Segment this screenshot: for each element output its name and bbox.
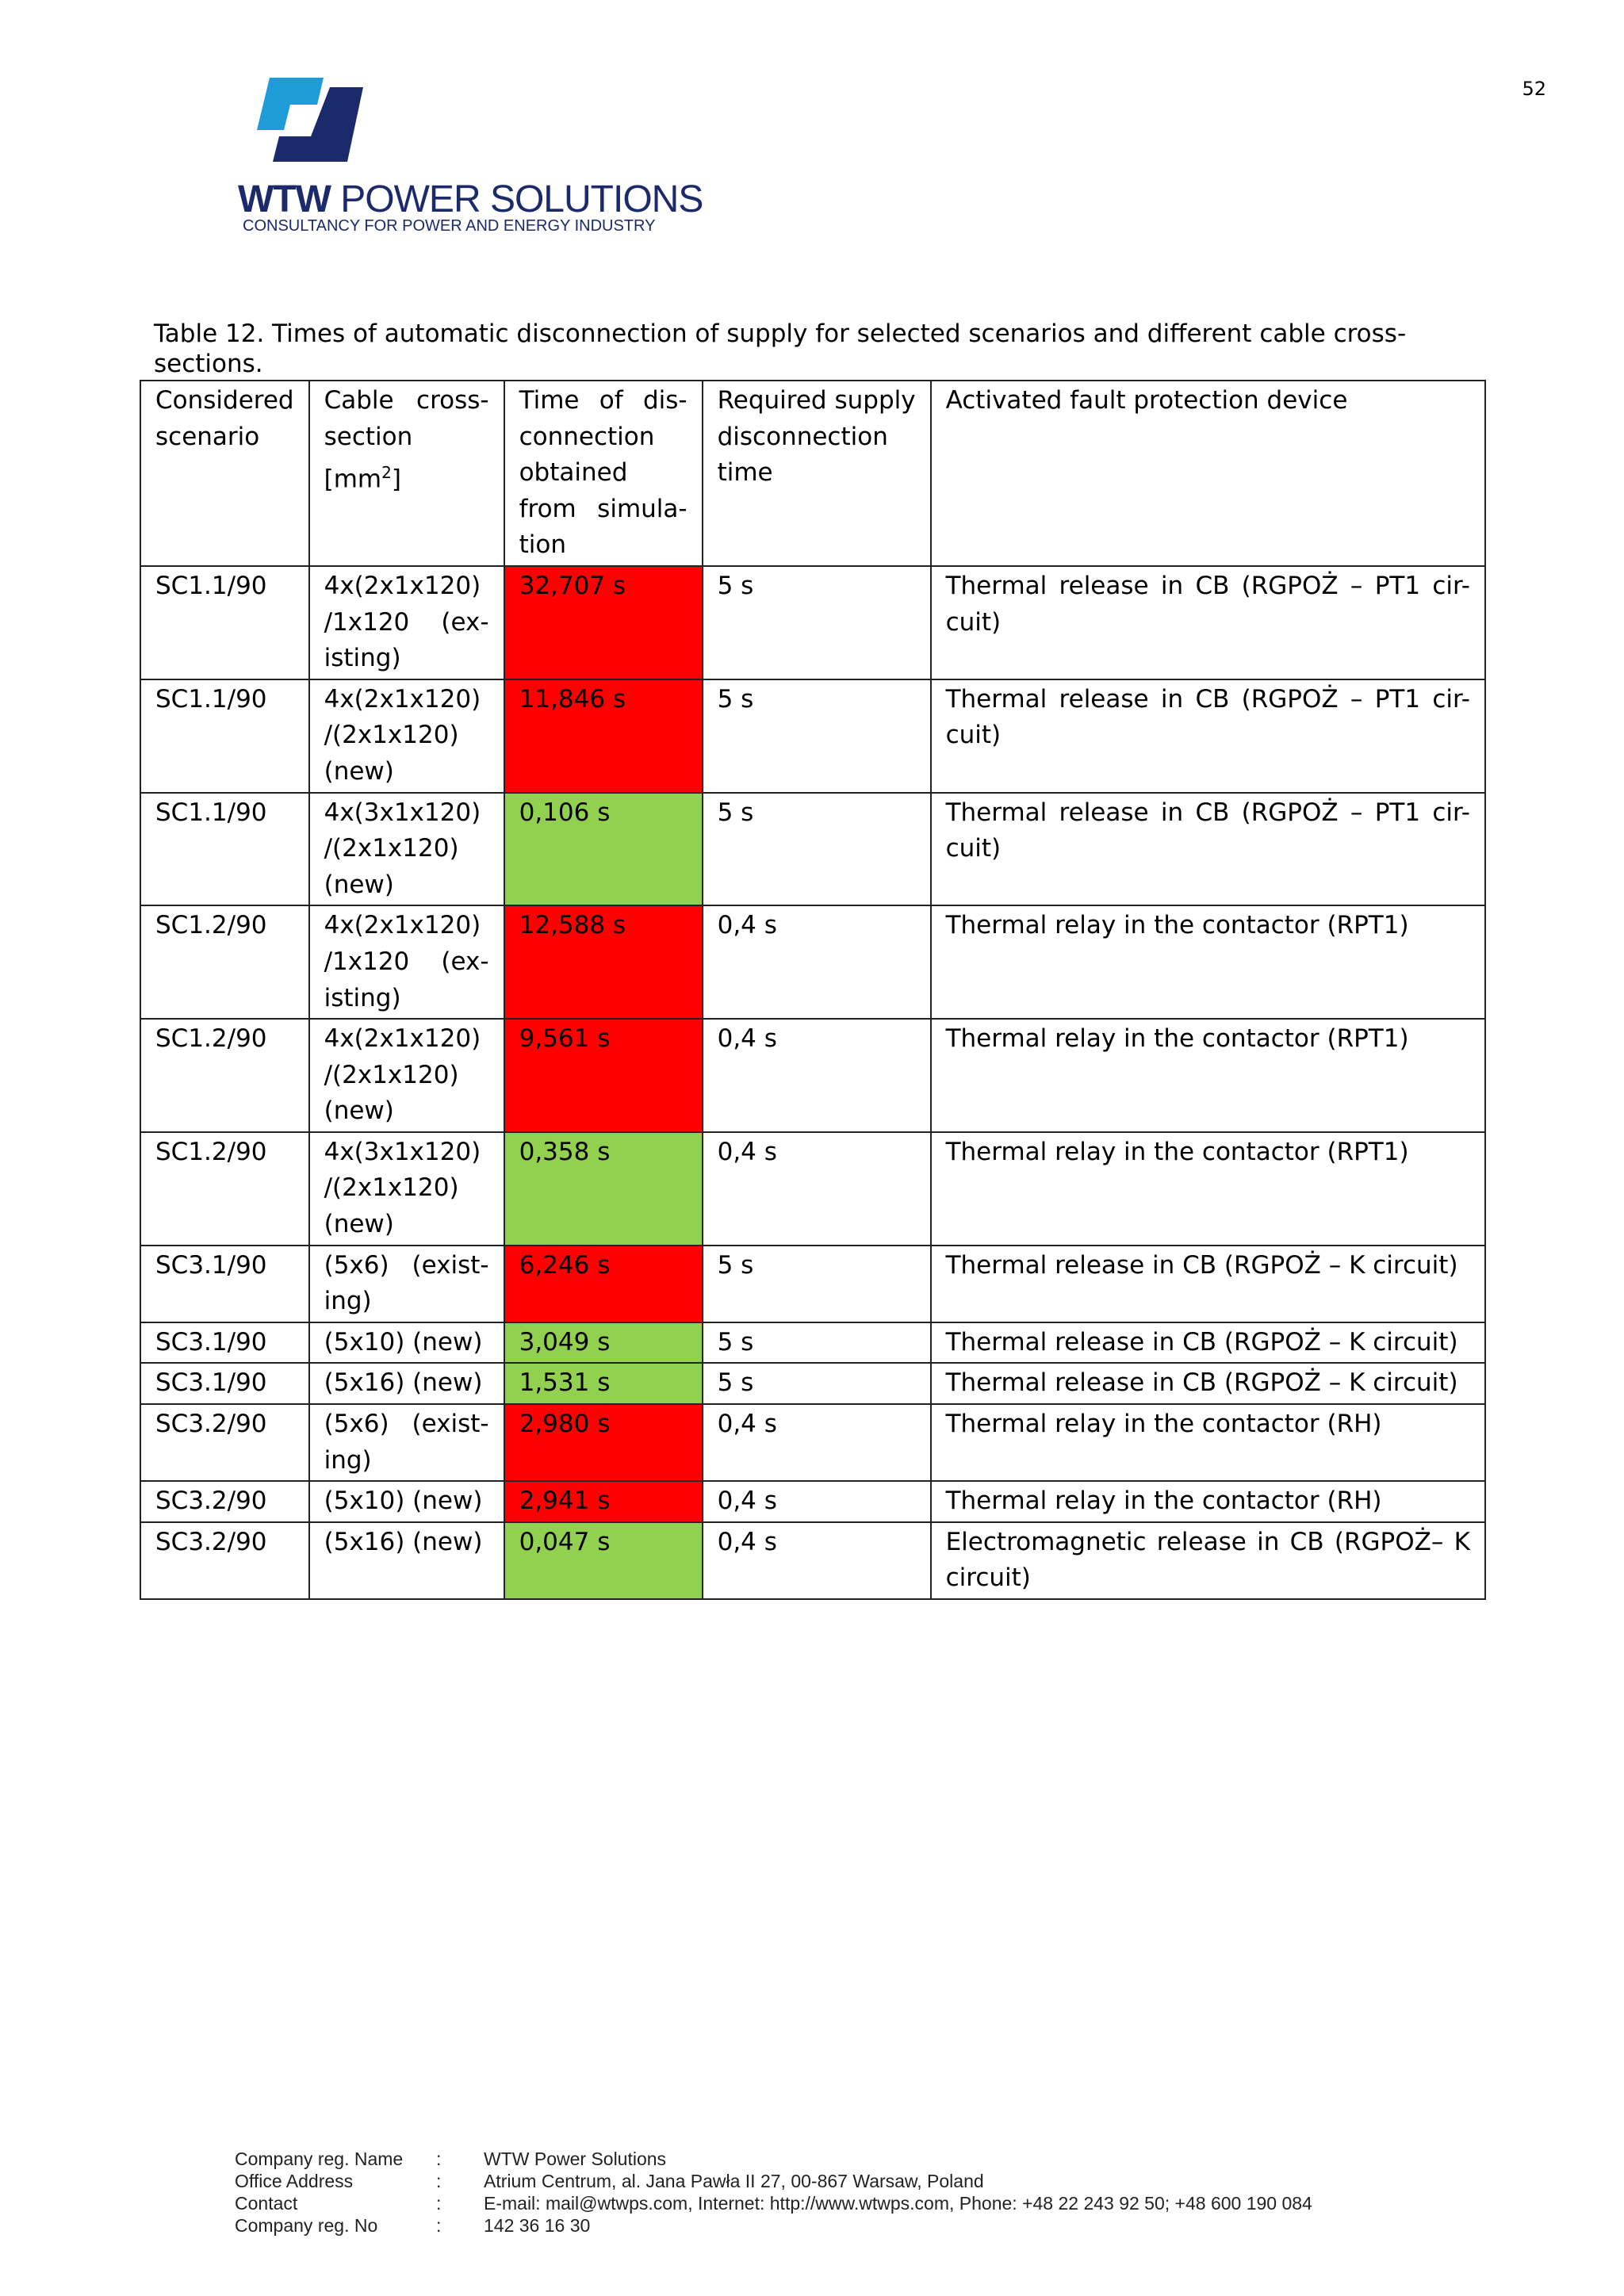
table-body bbox=[140, 566, 1485, 1599]
cell-required-time: 0,4 s bbox=[703, 1481, 931, 1522]
cell-protection-device: Thermal release in CB (RGPOŻ – PT1 cir-cuit) bbox=[931, 793, 1485, 906]
cell-disconnection-time: 0,047 s bbox=[504, 1522, 703, 1599]
footer-value: 142 36 16 30 bbox=[484, 2215, 591, 2236]
cell-scenario: SC1.1/90 bbox=[140, 679, 309, 793]
cell-disconnection-time: 32,707 s bbox=[504, 566, 703, 679]
cell-protection-device: Thermal release in CB (RGPOŻ – PT1 cir-cuit) bbox=[931, 679, 1485, 793]
table-row bbox=[140, 1322, 1485, 1364]
cell-cable-section: (5x10) (new) bbox=[309, 1481, 504, 1522]
cell-protection-device: Thermal relay in the contactor (RH) bbox=[931, 1404, 1485, 1481]
footer-row bbox=[235, 2214, 1312, 2237]
cell-required-time: 5 s bbox=[703, 1322, 931, 1364]
cell-required-time: 0,4 s bbox=[703, 1522, 931, 1599]
header-required: Required supply disconnection time bbox=[703, 381, 931, 566]
footer-label: Company reg. No bbox=[235, 2215, 378, 2236]
cell-protection-device: Thermal release in CB (RGPOŻ – PT1 cir-cuit) bbox=[931, 566, 1485, 679]
disconnection-times-table bbox=[140, 380, 1486, 1600]
cell-scenario: SC1.2/90 bbox=[140, 905, 309, 1019]
header-device: Activated fault protection device bbox=[931, 381, 1485, 566]
header-time: Time of dis-connection obtained from simula-tion bbox=[504, 381, 703, 566]
cell-protection-device: Thermal relay in the contactor (RPT1) bbox=[931, 1132, 1485, 1246]
cell-scenario: SC1.2/90 bbox=[140, 1132, 309, 1246]
cell-cable-section: 4x(3x1x120) /(2x1x120) (new) bbox=[309, 793, 504, 906]
cell-cable-section: 4x(3x1x120) /(2x1x120) (new) bbox=[309, 1132, 504, 1246]
table-row bbox=[140, 1522, 1485, 1599]
footer-value: Atrium Centrum, al. Jana Pawła II 27, 00-867 Warsaw, Poland bbox=[484, 2171, 984, 2191]
cell-disconnection-time: 11,846 s bbox=[504, 679, 703, 793]
cell-scenario: SC1.2/90 bbox=[140, 1019, 309, 1132]
footer-separator: : bbox=[436, 2171, 442, 2191]
cell-required-time: 5 s bbox=[703, 1246, 931, 1322]
cell-disconnection-time: 12,588 s bbox=[504, 905, 703, 1019]
cell-required-time: 0,4 s bbox=[703, 1132, 931, 1246]
footer-value[interactable]: E-mail: mail@wtwps.com, Internet: http://www.wtwps.com, Phone: +48 22 243 92 50; +48 600 190 084 bbox=[484, 2193, 1312, 2214]
cell-protection-device: Electromagnetic release in CB (RGPOŻ– K circuit) bbox=[931, 1522, 1485, 1599]
table-row bbox=[140, 1246, 1485, 1322]
cell-required-time: 0,4 s bbox=[703, 1019, 931, 1132]
table-row bbox=[140, 1132, 1485, 1246]
cell-required-time: 5 s bbox=[703, 1363, 931, 1404]
table-row bbox=[140, 905, 1485, 1019]
company-footer bbox=[235, 2148, 1312, 2237]
cell-disconnection-time: 2,941 s bbox=[504, 1481, 703, 1522]
cell-scenario: SC3.2/90 bbox=[140, 1404, 309, 1481]
table-row bbox=[140, 1481, 1485, 1522]
cell-scenario: SC3.1/90 bbox=[140, 1246, 309, 1322]
cell-cable-section: (5x10) (new) bbox=[309, 1322, 504, 1364]
footer-row bbox=[235, 2192, 1312, 2214]
footer-value: WTW Power Solutions bbox=[484, 2149, 667, 2169]
cell-required-time: 5 s bbox=[703, 793, 931, 906]
table-row bbox=[140, 1363, 1485, 1404]
cell-scenario: SC3.2/90 bbox=[140, 1481, 309, 1522]
cell-protection-device: Thermal release in CB (RGPOŻ – K circuit) bbox=[931, 1246, 1485, 1322]
header-cable: Cable cross-section $[mm^2]$ bbox=[309, 381, 504, 566]
company-logo bbox=[238, 76, 703, 243]
cell-disconnection-time: 3,049 s bbox=[504, 1322, 703, 1364]
logo-mark-icon bbox=[254, 76, 365, 163]
cell-scenario: SC3.1/90 bbox=[140, 1322, 309, 1364]
footer-label: Contact bbox=[235, 2193, 298, 2214]
footer-label: Company reg. Name bbox=[235, 2149, 404, 2169]
cell-protection-device: Thermal relay in the contactor (RH) bbox=[931, 1481, 1485, 1522]
cell-cable-section: 4x(2x1x120) /(2x1x120) (new) bbox=[309, 679, 504, 793]
table-row bbox=[140, 1019, 1485, 1132]
cell-disconnection-time: 1,531 s bbox=[504, 1363, 703, 1404]
cell-disconnection-time: 0,358 s bbox=[504, 1132, 703, 1246]
cell-protection-device: Thermal release in CB (RGPOŻ – K circuit) bbox=[931, 1322, 1485, 1364]
cell-disconnection-time: 2,980 s bbox=[504, 1404, 703, 1481]
cell-protection-device: Thermal relay in the contactor (RPT1) bbox=[931, 1019, 1485, 1132]
logo-tagline: CONSULTANCY FOR POWER AND ENERGY INDUSTRY bbox=[243, 217, 656, 235]
footer-row bbox=[235, 2148, 1312, 2170]
footer-label: Office Address bbox=[235, 2171, 354, 2191]
cell-scenario: SC3.1/90 bbox=[140, 1363, 309, 1404]
logo-name: WTW POWER SOLUTIONS bbox=[238, 178, 703, 220]
cell-scenario: SC1.1/90 bbox=[140, 793, 309, 906]
footer-separator: : bbox=[436, 2149, 442, 2169]
cell-disconnection-time: 0,106 s bbox=[504, 793, 703, 906]
table-row bbox=[140, 1404, 1485, 1481]
table-row bbox=[140, 793, 1485, 906]
cell-scenario: SC1.1/90 bbox=[140, 566, 309, 679]
cell-cable-section: 4x(2x1x120) /1x120 (ex-isting) bbox=[309, 566, 504, 679]
cell-disconnection-time: 9,561 s bbox=[504, 1019, 703, 1132]
cell-required-time: 5 s bbox=[703, 566, 931, 679]
cell-cable-section: (5x6) (exist-ing) bbox=[309, 1246, 504, 1322]
cell-required-time: 0,4 s bbox=[703, 1404, 931, 1481]
cell-required-time: 0,4 s bbox=[703, 905, 931, 1019]
footer-row bbox=[235, 2170, 1312, 2192]
cell-cable-section: (5x16) (new) bbox=[309, 1522, 504, 1599]
page-number: 52 bbox=[1522, 78, 1546, 100]
cell-required-time: 5 s bbox=[703, 679, 931, 793]
table-row bbox=[140, 566, 1485, 679]
cell-cable-section: 4x(2x1x120) /(2x1x120) (new) bbox=[309, 1019, 504, 1132]
cell-disconnection-time: 6,246 s bbox=[504, 1246, 703, 1322]
cell-cable-section: (5x16) (new) bbox=[309, 1363, 504, 1404]
footer-separator: : bbox=[436, 2215, 442, 2236]
footer-separator: : bbox=[436, 2193, 442, 2214]
table-caption: Table 12. Times of automatic disconnection of supply for selected scenarios and different cable cross-sections. bbox=[154, 320, 1407, 378]
cell-cable-section: (5x6) (exist-ing) bbox=[309, 1404, 504, 1481]
table-row bbox=[140, 679, 1485, 793]
cell-protection-device: Thermal relay in the contactor (RPT1) bbox=[931, 905, 1485, 1019]
table-header-row bbox=[140, 381, 1485, 566]
header-scenario: Considered scenario bbox=[140, 381, 309, 566]
cell-scenario: SC3.2/90 bbox=[140, 1522, 309, 1599]
cell-protection-device: Thermal release in CB (RGPOŻ – K circuit) bbox=[931, 1363, 1485, 1404]
cell-cable-section: 4x(2x1x120) /1x120 (ex-isting) bbox=[309, 905, 504, 1019]
